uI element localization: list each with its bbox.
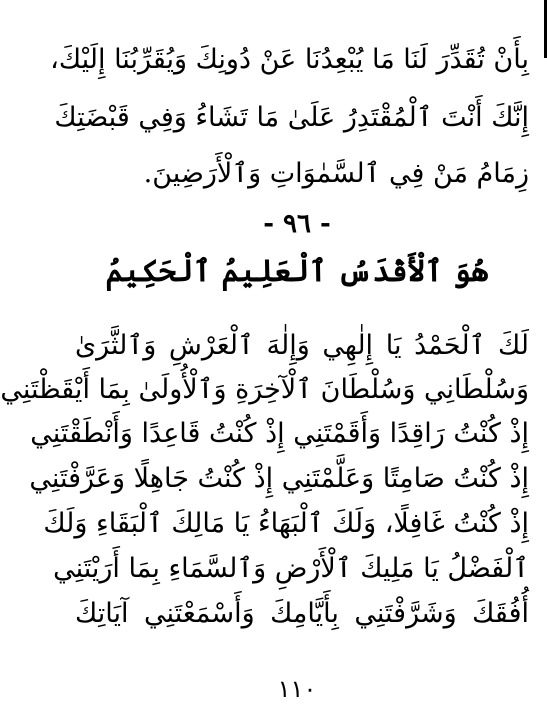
page-number: ١١٠ [277, 675, 317, 703]
body-line-1: لَكَ ٱلْحَمْدُ يَا إِلٰهِي وَإِلٰهَ ٱلْعَرْشِ وَٱلثَّرَىٰ [75, 330, 529, 361]
body-line-3: إِذْ كُنْتُ رَاقِدًا وَأَقَمْتَنِي إِذْ كُنْتُ قَاعِدًا وَأَنْطَقْتَنِي [30, 418, 529, 449]
body-line-5: إِذْ كُنْتُ غَافِلًا، وَلَكَ ٱلْبَهَاءُ يَا مَالِكَ ٱلْبَقَاءِ وَلَكَ [43, 508, 529, 539]
section-number: - ٩٦ - [263, 209, 331, 239]
top-paragraph-line-1: بِأَنْ تُقَدِّرَ لَنَا مَا يُبْعِدُنَا عَنْ دُونِكَ وَيُقَرِّبُنَا إِلَيْكَ، [50, 44, 529, 75]
body-line-7: أُفُقَكَ وَشَرَّفْتَنِي بِأَيَّامِكَ وَأَسْمَعْتَنِي آيَاتِكَ [75, 598, 529, 629]
top-paragraph-line-2: إِنَّكَ أَنْتَ ٱلْمُقْتَدِرُ عَلَىٰ مَا تَشَاءُ وَفِي قَبْضَتِكَ [54, 102, 529, 133]
section-title: هُوَ ٱلْأَقْدَسُ ٱلْعَلِيمُ ٱلْحَكِيمُ [105, 254, 489, 289]
body-line-2: وَسُلْطَانِي وَسُلْطَانَ ٱلْآخِرَةِ وَٱلْأُولَىٰ بِمَا أَيْقَظْتَنِي [0, 374, 529, 405]
body-line-4: إِذْ كُنْتُ صَامِتًا وَعَلَّمْتَنِي إِذْ كُنْتُ جَاهِلًا وَعَرَّفْتَنِي [29, 463, 529, 494]
body-line-6: ٱلْفَضْلُ يَا مَلِيكَ ٱلْأَرْضِ وَٱلسَّمَاءِ بِمَا أَرَيْتَنِي [53, 553, 529, 584]
top-paragraph-line-3: زِمَامُ مَنْ فِي ٱلسَّمٰوَاتِ وَٱلْأَرَضِينَ. [143, 158, 529, 189]
